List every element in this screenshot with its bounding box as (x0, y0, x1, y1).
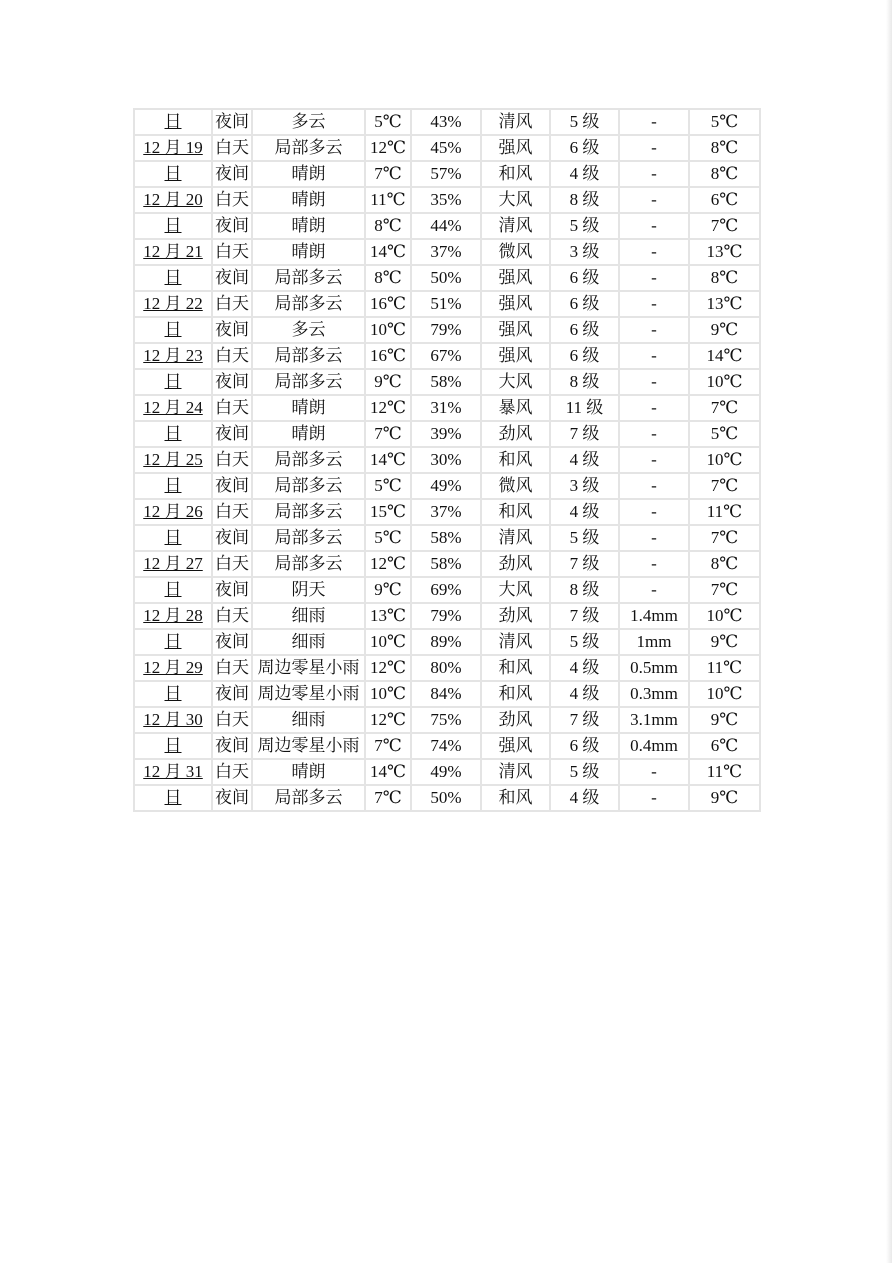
precipitation-cell: - (619, 421, 689, 447)
weather-cell: 局部多云 (252, 499, 365, 525)
feels-like-cell: 5℃ (689, 421, 760, 447)
table-row (134, 577, 760, 603)
feels-like-cell: 10℃ (689, 603, 760, 629)
weather-cell: 周边零星小雨 (252, 655, 365, 681)
date-cell: 日 (134, 109, 212, 135)
humidity-cell: 89% (411, 629, 481, 655)
feels-like-cell: 7℃ (689, 395, 760, 421)
precipitation-cell: 0.4mm (619, 733, 689, 759)
humidity-cell: 79% (411, 317, 481, 343)
weather-cell: 晴朗 (252, 239, 365, 265)
date-cell: 日 (134, 681, 212, 707)
humidity-cell: 75% (411, 707, 481, 733)
period-cell: 夜间 (212, 213, 252, 239)
weather-cell: 局部多云 (252, 369, 365, 395)
date-cell: 12 月 31 (134, 759, 212, 785)
table-row (134, 499, 760, 525)
weather-cell: 晴朗 (252, 759, 365, 785)
humidity-cell: 79% (411, 603, 481, 629)
table-row (134, 161, 760, 187)
weather-cell: 局部多云 (252, 785, 365, 811)
precipitation-cell: - (619, 447, 689, 473)
precipitation-cell: 3.1mm (619, 707, 689, 733)
precipitation-cell: - (619, 395, 689, 421)
feels-like-cell: 10℃ (689, 447, 760, 473)
wind-level-cell: 7 级 (550, 707, 619, 733)
period-cell: 夜间 (212, 317, 252, 343)
temperature-cell: 13℃ (365, 603, 411, 629)
date-cell: 12 月 24 (134, 395, 212, 421)
table-row (134, 213, 760, 239)
temperature-cell: 9℃ (365, 577, 411, 603)
wind-cell: 和风 (481, 785, 550, 811)
date-cell: 日 (134, 733, 212, 759)
wind-level-cell: 6 级 (550, 733, 619, 759)
weather-cell: 局部多云 (252, 135, 365, 161)
precipitation-cell: - (619, 213, 689, 239)
weather-cell: 局部多云 (252, 265, 365, 291)
table-row (134, 395, 760, 421)
wind-cell: 清风 (481, 109, 550, 135)
humidity-cell: 58% (411, 551, 481, 577)
wind-level-cell: 8 级 (550, 369, 619, 395)
date-cell: 日 (134, 421, 212, 447)
wind-cell: 大风 (481, 187, 550, 213)
period-cell: 夜间 (212, 265, 252, 291)
wind-cell: 强风 (481, 135, 550, 161)
table-row (134, 447, 760, 473)
precipitation-cell: - (619, 239, 689, 265)
period-cell: 白天 (212, 135, 252, 161)
humidity-cell: 37% (411, 239, 481, 265)
date-cell: 12 月 20 (134, 187, 212, 213)
wind-level-cell: 4 级 (550, 681, 619, 707)
table-row (134, 681, 760, 707)
wind-cell: 劲风 (481, 603, 550, 629)
humidity-cell: 44% (411, 213, 481, 239)
temperature-cell: 8℃ (365, 213, 411, 239)
wind-level-cell: 6 级 (550, 343, 619, 369)
table-row (134, 317, 760, 343)
humidity-cell: 84% (411, 681, 481, 707)
wind-cell: 清风 (481, 759, 550, 785)
temperature-cell: 7℃ (365, 161, 411, 187)
humidity-cell: 58% (411, 369, 481, 395)
wind-cell: 强风 (481, 317, 550, 343)
feels-like-cell: 7℃ (689, 525, 760, 551)
table-row (134, 265, 760, 291)
wind-cell: 劲风 (481, 551, 550, 577)
table-row (134, 759, 760, 785)
feels-like-cell: 8℃ (689, 265, 760, 291)
period-cell: 夜间 (212, 525, 252, 551)
feels-like-cell: 10℃ (689, 369, 760, 395)
temperature-cell: 10℃ (365, 681, 411, 707)
period-cell: 夜间 (212, 733, 252, 759)
table-row (134, 135, 760, 161)
temperature-cell: 16℃ (365, 343, 411, 369)
wind-cell: 清风 (481, 629, 550, 655)
temperature-cell: 15℃ (365, 499, 411, 525)
date-cell: 日 (134, 525, 212, 551)
precipitation-cell: - (619, 187, 689, 213)
date-cell: 12 月 21 (134, 239, 212, 265)
precipitation-cell: - (619, 759, 689, 785)
wind-level-cell: 7 级 (550, 551, 619, 577)
wind-level-cell: 8 级 (550, 577, 619, 603)
humidity-cell: 43% (411, 109, 481, 135)
date-cell: 日 (134, 161, 212, 187)
feels-like-cell: 14℃ (689, 343, 760, 369)
wind-cell: 强风 (481, 343, 550, 369)
period-cell: 夜间 (212, 161, 252, 187)
period-cell: 白天 (212, 759, 252, 785)
wind-cell: 清风 (481, 213, 550, 239)
table-row (134, 291, 760, 317)
date-cell: 12 月 26 (134, 499, 212, 525)
wind-level-cell: 4 级 (550, 785, 619, 811)
humidity-cell: 39% (411, 421, 481, 447)
wind-cell: 和风 (481, 161, 550, 187)
date-cell: 12 月 29 (134, 655, 212, 681)
weather-cell: 细雨 (252, 603, 365, 629)
temperature-cell: 12℃ (365, 707, 411, 733)
wind-level-cell: 6 级 (550, 135, 619, 161)
humidity-cell: 50% (411, 785, 481, 811)
wind-cell: 和风 (481, 655, 550, 681)
temperature-cell: 5℃ (365, 109, 411, 135)
table-row (134, 733, 760, 759)
period-cell: 夜间 (212, 369, 252, 395)
table-row (134, 473, 760, 499)
feels-like-cell: 9℃ (689, 629, 760, 655)
temperature-cell: 12℃ (365, 655, 411, 681)
feels-like-cell: 9℃ (689, 317, 760, 343)
feels-like-cell: 13℃ (689, 239, 760, 265)
precipitation-cell: - (619, 577, 689, 603)
precipitation-cell: - (619, 265, 689, 291)
humidity-cell: 51% (411, 291, 481, 317)
table-row (134, 369, 760, 395)
humidity-cell: 37% (411, 499, 481, 525)
wind-cell: 和风 (481, 681, 550, 707)
humidity-cell: 45% (411, 135, 481, 161)
humidity-cell: 80% (411, 655, 481, 681)
date-cell: 日 (134, 473, 212, 499)
date-cell: 12 月 23 (134, 343, 212, 369)
feels-like-cell: 11℃ (689, 655, 760, 681)
temperature-cell: 5℃ (365, 525, 411, 551)
period-cell: 夜间 (212, 785, 252, 811)
table-row (134, 551, 760, 577)
wind-cell: 强风 (481, 291, 550, 317)
feels-like-cell: 11℃ (689, 499, 760, 525)
weather-cell: 晴朗 (252, 161, 365, 187)
wind-cell: 清风 (481, 525, 550, 551)
weather-cell: 晴朗 (252, 421, 365, 447)
temperature-cell: 12℃ (365, 551, 411, 577)
weather-cell: 局部多云 (252, 343, 365, 369)
wind-cell: 强风 (481, 265, 550, 291)
feels-like-cell: 8℃ (689, 135, 760, 161)
table-row (134, 187, 760, 213)
temperature-cell: 14℃ (365, 239, 411, 265)
wind-level-cell: 6 级 (550, 317, 619, 343)
humidity-cell: 31% (411, 395, 481, 421)
table-row (134, 343, 760, 369)
period-cell: 白天 (212, 395, 252, 421)
wind-cell: 微风 (481, 473, 550, 499)
period-cell: 白天 (212, 239, 252, 265)
wind-level-cell: 5 级 (550, 759, 619, 785)
weather-cell: 晴朗 (252, 187, 365, 213)
weather-cell: 细雨 (252, 707, 365, 733)
table-row (134, 785, 760, 811)
wind-cell: 微风 (481, 239, 550, 265)
wind-cell: 暴风 (481, 395, 550, 421)
wind-level-cell: 8 级 (550, 187, 619, 213)
table-row (134, 525, 760, 551)
period-cell: 夜间 (212, 473, 252, 499)
wind-level-cell: 6 级 (550, 265, 619, 291)
wind-level-cell: 5 级 (550, 629, 619, 655)
precipitation-cell: - (619, 369, 689, 395)
wind-level-cell: 6 级 (550, 291, 619, 317)
humidity-cell: 58% (411, 525, 481, 551)
precipitation-cell: - (619, 291, 689, 317)
wind-level-cell: 4 级 (550, 499, 619, 525)
weather-cell: 局部多云 (252, 525, 365, 551)
temperature-cell: 11℃ (365, 187, 411, 213)
temperature-cell: 5℃ (365, 473, 411, 499)
date-cell: 12 月 22 (134, 291, 212, 317)
temperature-cell: 14℃ (365, 759, 411, 785)
feels-like-cell: 11℃ (689, 759, 760, 785)
feels-like-cell: 13℃ (689, 291, 760, 317)
period-cell: 白天 (212, 447, 252, 473)
feels-like-cell: 9℃ (689, 785, 760, 811)
date-cell: 日 (134, 369, 212, 395)
period-cell: 白天 (212, 551, 252, 577)
precipitation-cell: - (619, 473, 689, 499)
feels-like-cell: 10℃ (689, 681, 760, 707)
weather-cell: 细雨 (252, 629, 365, 655)
feels-like-cell: 7℃ (689, 577, 760, 603)
temperature-cell: 9℃ (365, 369, 411, 395)
temperature-cell: 16℃ (365, 291, 411, 317)
temperature-cell: 7℃ (365, 785, 411, 811)
feels-like-cell: 7℃ (689, 473, 760, 499)
precipitation-cell: - (619, 109, 689, 135)
date-cell: 日 (134, 317, 212, 343)
humidity-cell: 57% (411, 161, 481, 187)
weather-cell: 局部多云 (252, 447, 365, 473)
wind-level-cell: 3 级 (550, 473, 619, 499)
period-cell: 白天 (212, 603, 252, 629)
feels-like-cell: 8℃ (689, 551, 760, 577)
period-cell: 白天 (212, 655, 252, 681)
period-cell: 白天 (212, 187, 252, 213)
humidity-cell: 50% (411, 265, 481, 291)
table-row (134, 109, 760, 135)
weather-cell: 晴朗 (252, 395, 365, 421)
date-cell: 12 月 28 (134, 603, 212, 629)
wind-level-cell: 4 级 (550, 161, 619, 187)
weather-cell: 周边零星小雨 (252, 733, 365, 759)
date-cell: 12 月 27 (134, 551, 212, 577)
precipitation-cell: - (619, 525, 689, 551)
date-cell: 日 (134, 265, 212, 291)
date-cell: 日 (134, 213, 212, 239)
humidity-cell: 74% (411, 733, 481, 759)
period-cell: 夜间 (212, 109, 252, 135)
wind-level-cell: 5 级 (550, 109, 619, 135)
temperature-cell: 12℃ (365, 395, 411, 421)
temperature-cell: 10℃ (365, 317, 411, 343)
wind-level-cell: 11 级 (550, 395, 619, 421)
temperature-cell: 7℃ (365, 421, 411, 447)
date-cell: 12 月 25 (134, 447, 212, 473)
temperature-cell: 12℃ (365, 135, 411, 161)
period-cell: 白天 (212, 499, 252, 525)
precipitation-cell: 1mm (619, 629, 689, 655)
precipitation-cell: 0.5mm (619, 655, 689, 681)
feels-like-cell: 7℃ (689, 213, 760, 239)
precipitation-cell: - (619, 785, 689, 811)
table-row (134, 707, 760, 733)
period-cell: 白天 (212, 343, 252, 369)
temperature-cell: 14℃ (365, 447, 411, 473)
temperature-cell: 7℃ (365, 733, 411, 759)
weather-cell: 多云 (252, 317, 365, 343)
weather-forecast-table (133, 108, 761, 812)
precipitation-cell: - (619, 161, 689, 187)
feels-like-cell: 9℃ (689, 707, 760, 733)
precipitation-cell: - (619, 499, 689, 525)
precipitation-cell: 0.3mm (619, 681, 689, 707)
period-cell: 白天 (212, 707, 252, 733)
weather-cell: 阴天 (252, 577, 365, 603)
weather-cell: 局部多云 (252, 473, 365, 499)
date-cell: 日 (134, 785, 212, 811)
feels-like-cell: 8℃ (689, 161, 760, 187)
period-cell: 夜间 (212, 577, 252, 603)
humidity-cell: 49% (411, 759, 481, 785)
humidity-cell: 30% (411, 447, 481, 473)
wind-level-cell: 7 级 (550, 421, 619, 447)
precipitation-cell: - (619, 317, 689, 343)
feels-like-cell: 6℃ (689, 733, 760, 759)
wind-cell: 劲风 (481, 707, 550, 733)
humidity-cell: 49% (411, 473, 481, 499)
humidity-cell: 67% (411, 343, 481, 369)
weather-cell: 周边零星小雨 (252, 681, 365, 707)
wind-cell: 大风 (481, 369, 550, 395)
wind-level-cell: 4 级 (550, 655, 619, 681)
period-cell: 白天 (212, 291, 252, 317)
table-row (134, 603, 760, 629)
date-cell: 12 月 19 (134, 135, 212, 161)
wind-level-cell: 3 级 (550, 239, 619, 265)
table-row (134, 239, 760, 265)
precipitation-cell: - (619, 551, 689, 577)
wind-level-cell: 5 级 (550, 525, 619, 551)
weather-cell: 局部多云 (252, 291, 365, 317)
humidity-cell: 69% (411, 577, 481, 603)
feels-like-cell: 6℃ (689, 187, 760, 213)
period-cell: 夜间 (212, 629, 252, 655)
date-cell: 日 (134, 629, 212, 655)
precipitation-cell: 1.4mm (619, 603, 689, 629)
weather-cell: 晴朗 (252, 213, 365, 239)
weather-table-body (134, 109, 760, 811)
humidity-cell: 35% (411, 187, 481, 213)
weather-cell: 多云 (252, 109, 365, 135)
table-row (134, 629, 760, 655)
wind-level-cell: 4 级 (550, 447, 619, 473)
period-cell: 夜间 (212, 681, 252, 707)
wind-level-cell: 7 级 (550, 603, 619, 629)
wind-cell: 强风 (481, 733, 550, 759)
period-cell: 夜间 (212, 421, 252, 447)
feels-like-cell: 5℃ (689, 109, 760, 135)
temperature-cell: 10℃ (365, 629, 411, 655)
wind-cell: 和风 (481, 499, 550, 525)
precipitation-cell: - (619, 343, 689, 369)
page-edge-shadow (886, 0, 892, 1263)
precipitation-cell: - (619, 135, 689, 161)
weather-cell: 局部多云 (252, 551, 365, 577)
table-row (134, 655, 760, 681)
wind-cell: 劲风 (481, 421, 550, 447)
wind-cell: 和风 (481, 447, 550, 473)
wind-level-cell: 5 级 (550, 213, 619, 239)
date-cell: 日 (134, 577, 212, 603)
wind-cell: 大风 (481, 577, 550, 603)
temperature-cell: 8℃ (365, 265, 411, 291)
date-cell: 12 月 30 (134, 707, 212, 733)
table-row (134, 421, 760, 447)
